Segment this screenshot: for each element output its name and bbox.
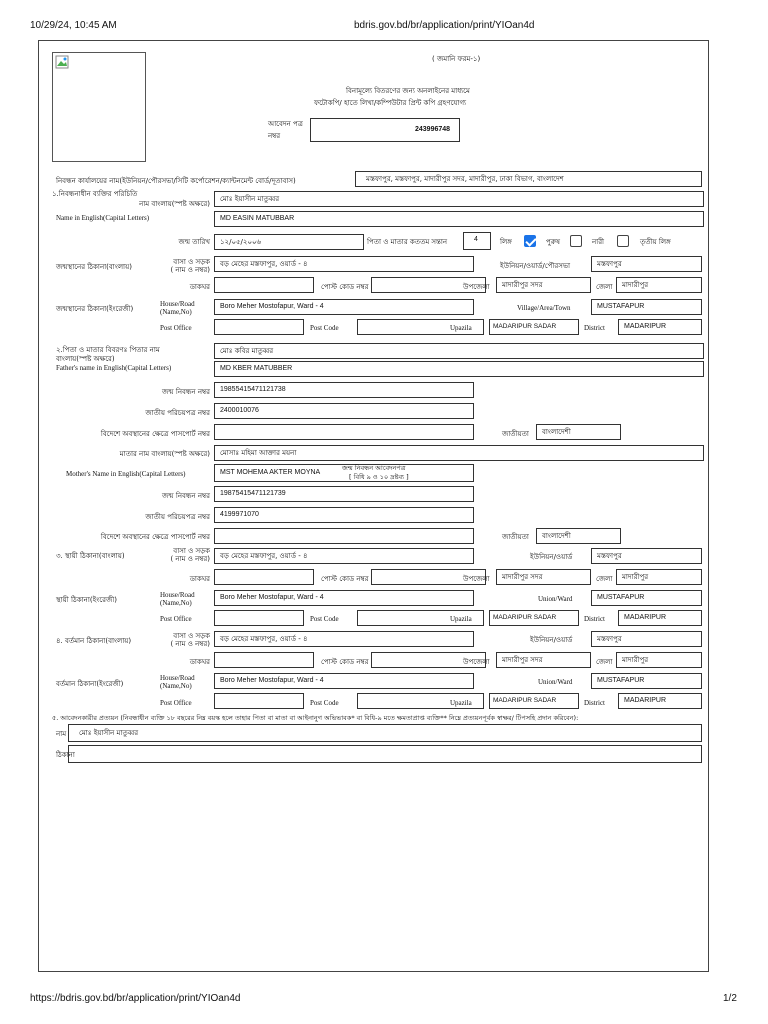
current-po-en — [214, 693, 304, 709]
mother-bn-value: মোসাঃ মহিমা আক্তার ময়না — [214, 445, 704, 461]
section-2-heading-2: বাংলায়(স্পষ্ট অক্ষরে) — [56, 355, 115, 363]
section-5-heading: ৫. আবেদনকারীর প্রত্যয়ন (নিবন্ধাধীন ব্যক্তি ১৮ বছরের নিম্ন বয়স্ক হলে তাহার পিতা বা মাতা বা আইনানুগ অভিভাবক* বা বিধি-৯ মতে ক্ষমতাপ্রাপ্ত ব্যক্তি** নিম্নে প্রত্যয়নপূর্বক স্বাক্ষর/ টিপসহি প্রদান করিবেন): — [52, 714, 579, 722]
birthplace-union-label: ইউনিয়ন/ওয়ার্ড/পৌরসভা — [500, 262, 571, 270]
current-po-bn-label: ডাকঘর — [189, 658, 210, 666]
sex-male-checkbox[interactable] — [524, 235, 536, 247]
permanent-road-label: বাসা ও সড়ক — [173, 547, 210, 555]
mother-brn-value: 19875415471121739 — [214, 486, 474, 502]
birthplace-upazila-bn: মাদারীপুর সদর — [496, 277, 591, 293]
house-road-label: House/Road — [160, 300, 195, 308]
current-union-en-label: Union/Ward — [538, 678, 573, 686]
current-upazila-en-label: Upazila — [450, 699, 472, 707]
father-passport-label: বিদেশে অবস্থানের ক্ষেত্রে পাসপোর্ট নম্বর — [100, 430, 210, 438]
mother-note-2: [ বিধি ৯ ও ১০ দ্রষ্টব্য ] — [349, 473, 409, 481]
print-timestamp: 10/29/24, 10:45 AM — [30, 20, 117, 31]
mother-nationality-value: বাংলাদেশী — [536, 528, 621, 544]
current-road-label-2: ( নাম ও নম্বর) — [170, 640, 210, 648]
broken-image-icon — [55, 55, 69, 69]
application-label-1: আবেদন পত্র — [268, 120, 303, 128]
mother-passport-value — [214, 528, 474, 544]
applicant-name-value: মোঃ ইয়াসীন মাতুব্বর — [68, 724, 702, 742]
father-en-label: Father's name in English(Capital Letters) — [56, 364, 172, 372]
birthplace-postcode-bn-label: পোস্ট কোড নম্বর — [321, 283, 369, 291]
birthplace-road-label-2: ( নাম ও নম্বর) — [170, 266, 210, 274]
permanent-district-en-label: District — [584, 615, 605, 623]
birthplace-upazila-en: MADARIPUR SADAR — [489, 319, 579, 335]
permanent-road-label-2: ( নাম ও নম্বর) — [170, 555, 210, 563]
post-code-label: Post Code — [310, 324, 339, 332]
village-label: Village/Area/Town — [517, 304, 571, 312]
birthplace-road-en: Boro Meher Mostofapur, Ward - 4 — [214, 299, 474, 315]
permanent-district-en: MADARIPUR — [618, 610, 702, 626]
current-upazila-bn: মাদারীপুর সদর — [496, 652, 591, 668]
mother-note-1: জন্ম নিবন্ধন আবেদনপত্র — [342, 464, 406, 472]
current-postcode-bn-label: পোস্ট কোড নম্বর — [321, 658, 369, 666]
mother-nid-label: জাতীয় পরিচয়পত্র নম্বর — [145, 513, 210, 521]
current-district-en-label: District — [584, 699, 605, 707]
name-bn-value: মোঃ ইয়াসীন মাতুব্বর — [214, 191, 704, 207]
permanent-postcode-en-label: Post Code — [310, 615, 339, 623]
sex-female-label: নারী — [592, 238, 605, 246]
current-house-label: House/Road — [160, 674, 195, 682]
photo-placeholder — [52, 52, 146, 162]
dob-label: জন্ম তারিখ — [178, 238, 210, 246]
current-district-bn: মাদারীপুর — [616, 652, 702, 668]
permanent-upazila-en-label: Upazila — [450, 615, 472, 623]
birthplace-po-en — [214, 319, 304, 335]
sex-female-checkbox[interactable] — [570, 235, 582, 247]
birthplace-po-bn — [214, 277, 314, 293]
permanent-house-label: House/Road — [160, 591, 195, 599]
mother-en-value: MST MOHEMA AKTER MOYNA — [214, 464, 474, 482]
father-nationality-value: বাংলাদেশী — [536, 424, 621, 440]
office-value: মস্তফাপুর, মস্তফাপুর, মাদারীপুর সদর, মাদারীপুর, ঢাকা বিভাগ, বাংলাদেশ — [355, 171, 702, 187]
applicant-address-value — [68, 745, 702, 763]
name-en-label: Name in English(Capital Letters) — [56, 214, 150, 222]
section-1-heading: ১.নিবন্ধনাধীন ব্যক্তির পরিচিতি — [52, 190, 138, 198]
print-footer-url[interactable]: https://bdris.gov.bd/br/application/print/YIOan4d — [30, 993, 241, 1004]
birthplace-upazila-bn-label: উপজেলা — [463, 283, 490, 291]
birthplace-district-bn: মাদারীপুর — [616, 277, 702, 293]
birthplace-road-bn: বড় মেহের মস্তফাপুর, ওয়ার্ড - ৪ — [214, 256, 474, 272]
mother-bn-label: মাতার নাম বাংলায়(স্পষ্ট অক্ষরে) — [119, 450, 210, 458]
mother-en-label: Mother's Name in English(Capital Letters) — [66, 470, 186, 478]
permanent-upazila-bn-label: উপজেলা — [463, 575, 490, 583]
mother-brn-label: জন্ম নিবন্ধন নম্বর — [162, 492, 210, 500]
current-union-bn: মস্তফাপুর — [591, 631, 702, 647]
father-brn-label: জন্ম নিবন্ধন নম্বর — [162, 388, 210, 396]
applicant-address-label: ঠিকানা — [56, 751, 75, 759]
permanent-union-label: ইউনিয়ন/ওয়ার্ড — [530, 553, 573, 561]
sex-third-label: তৃতীয় লিঙ্গ — [640, 238, 671, 246]
permanent-union-en: MUSTAFAPUR — [591, 590, 702, 606]
current-union-label: ইউনিয়ন/ওয়ার্ড — [530, 636, 573, 644]
permanent-union-bn: মস্তফাপুর — [591, 548, 702, 564]
application-number: 243996748 — [310, 118, 460, 142]
child-order-label: পিতা ও মাতার কততম সন্তান — [367, 238, 448, 246]
current-house-label-2: (Name,No) — [160, 682, 192, 690]
permanent-po-bn-label: ডাকঘর — [189, 575, 210, 583]
father-brn-value: 19855415471121738 — [214, 382, 474, 398]
current-po-bn — [214, 652, 314, 668]
permanent-en-label: স্থায়ী ঠিকানা(ইংরেজী) — [56, 596, 117, 604]
section-2-heading: ২.পিতা ও মাতার বিবরণঃ পিতার নাম — [56, 346, 160, 354]
print-url-title: bdris.gov.bd/br/application/print/YIOan4d — [354, 20, 535, 31]
office-label: নিবন্ধন কার্যালয়ের নাম(ইউনিয়ন/পৌরসভা/সিটি কর্পোরেশন/ক্যান্টনমেন্ট বোর্ড/দূতাবাস) — [56, 177, 296, 185]
current-road-bn: বড় মেহের মস্তফাপুর, ওয়ার্ড - ৪ — [214, 631, 474, 647]
current-upazila-en: MADARIPUR SADAR — [489, 693, 579, 709]
father-en-value: MD KBER MATUBBER — [214, 361, 704, 377]
current-district-bn-label: জেলা — [596, 658, 613, 666]
father-nationality-label: জাতীয়তা — [502, 430, 529, 438]
permanent-district-bn: মাদারীপুর — [616, 569, 702, 585]
father-passport-value — [214, 424, 474, 440]
father-nid-label: জাতীয় পরিচয়পত্র নম্বর — [145, 409, 210, 417]
current-po-en-label: Post Office — [160, 699, 192, 707]
child-order-value: 4 — [463, 232, 491, 250]
permanent-po-en — [214, 610, 304, 626]
birthplace-district-en: MADARIPUR — [618, 319, 702, 335]
post-office-label: Post Office — [160, 324, 192, 332]
birthplace-union-bn: মস্তফাপুর — [591, 256, 702, 272]
sex-label: লিঙ্গ — [500, 238, 512, 246]
permanent-district-bn-label: জেলা — [596, 575, 613, 583]
father-bn-value: মোঃ কবির মাতুব্বর — [214, 343, 704, 359]
current-en-label: বর্তমান ঠিকানা(ইংরেজী) — [56, 680, 124, 688]
birthplace-po-bn-label: ডাকঘর — [189, 283, 210, 291]
form-number: ( জমানি ফরম-১) — [432, 55, 481, 63]
upazila-label: Upazila — [450, 324, 472, 332]
print-page-number: 1/2 — [723, 993, 737, 1004]
birthplace-road-label: বাসা ও সড়ক — [173, 258, 210, 266]
current-district-en: MADARIPUR — [618, 693, 702, 709]
permanent-upazila-bn: মাদারীপুর সদর — [496, 569, 591, 585]
applicant-name-label: নাম — [56, 730, 67, 738]
sex-male-label: পুরুষ — [546, 238, 560, 246]
house-road-label-2: (Name,No) — [160, 308, 192, 316]
sex-third-checkbox[interactable] — [617, 235, 629, 247]
father-nid-value: 2400010076 — [214, 403, 474, 419]
name-bn-label: নাম বাংলায়(স্পষ্ট অক্ষরে) — [139, 200, 210, 208]
birthplace-en-label: জন্মস্থানের ঠিকানা(ইংরেজী) — [56, 305, 134, 313]
form-subtitle-2: ফটোকপি/ হাতে লিখা/কম্পিউটার প্রিন্ট কপি গ্রহণযোগ্য — [314, 99, 467, 107]
current-upazila-bn-label: উপজেলা — [463, 658, 490, 666]
birthplace-bn-label: জন্মস্থানের ঠিকানা(বাংলায়) — [56, 263, 132, 271]
current-postcode-en-label: Post Code — [310, 699, 339, 707]
mother-nationality-label: জাতীয়তা — [502, 533, 529, 541]
permanent-po-en-label: Post Office — [160, 615, 192, 623]
permanent-house-label-2: (Name,No) — [160, 599, 192, 607]
current-road-label: বাসা ও সড়ক — [173, 632, 210, 640]
permanent-road-en: Boro Meher Mostofapur, Ward - 4 — [214, 590, 474, 606]
mother-passport-label: বিদেশে অবস্থানের ক্ষেত্রে পাসপোর্ট নম্বর — [100, 533, 210, 541]
name-en-value: MD EASIN MATUBBAR — [214, 211, 704, 227]
birthplace-district-bn-label: জেলা — [596, 283, 613, 291]
mother-nid-value: 4199971070 — [214, 507, 474, 523]
permanent-postcode-bn-label: পোস্ট কোড নম্বর — [321, 575, 369, 583]
permanent-upazila-en: MADARIPUR SADAR — [489, 610, 579, 626]
permanent-bn-label: ৩. স্থায়ী ঠিকানা(বাংলায়) — [56, 552, 125, 560]
birthplace-village-en: MUSTAFAPUR — [591, 299, 702, 315]
permanent-union-en-label: Union/Ward — [538, 595, 573, 603]
dob-value: ১২/০৫/২০০৬ — [214, 234, 364, 250]
application-label-2: নম্বর — [268, 132, 281, 140]
form-subtitle-1: বিনামূল্যে বিতরণের জন্য অনলাইনের মাধ্যমে — [346, 87, 470, 95]
permanent-po-bn — [214, 569, 314, 585]
current-union-en: MUSTAFAPUR — [591, 673, 702, 689]
current-road-en: Boro Meher Mostofapur, Ward - 4 — [214, 673, 474, 689]
permanent-road-bn: বড় মেহের মস্তফাপুর, ওয়ার্ড - ৪ — [214, 548, 474, 564]
current-bn-label: ৪. বর্তমান ঠিকানা(বাংলায়) — [56, 637, 132, 645]
district-label: District — [584, 324, 605, 332]
